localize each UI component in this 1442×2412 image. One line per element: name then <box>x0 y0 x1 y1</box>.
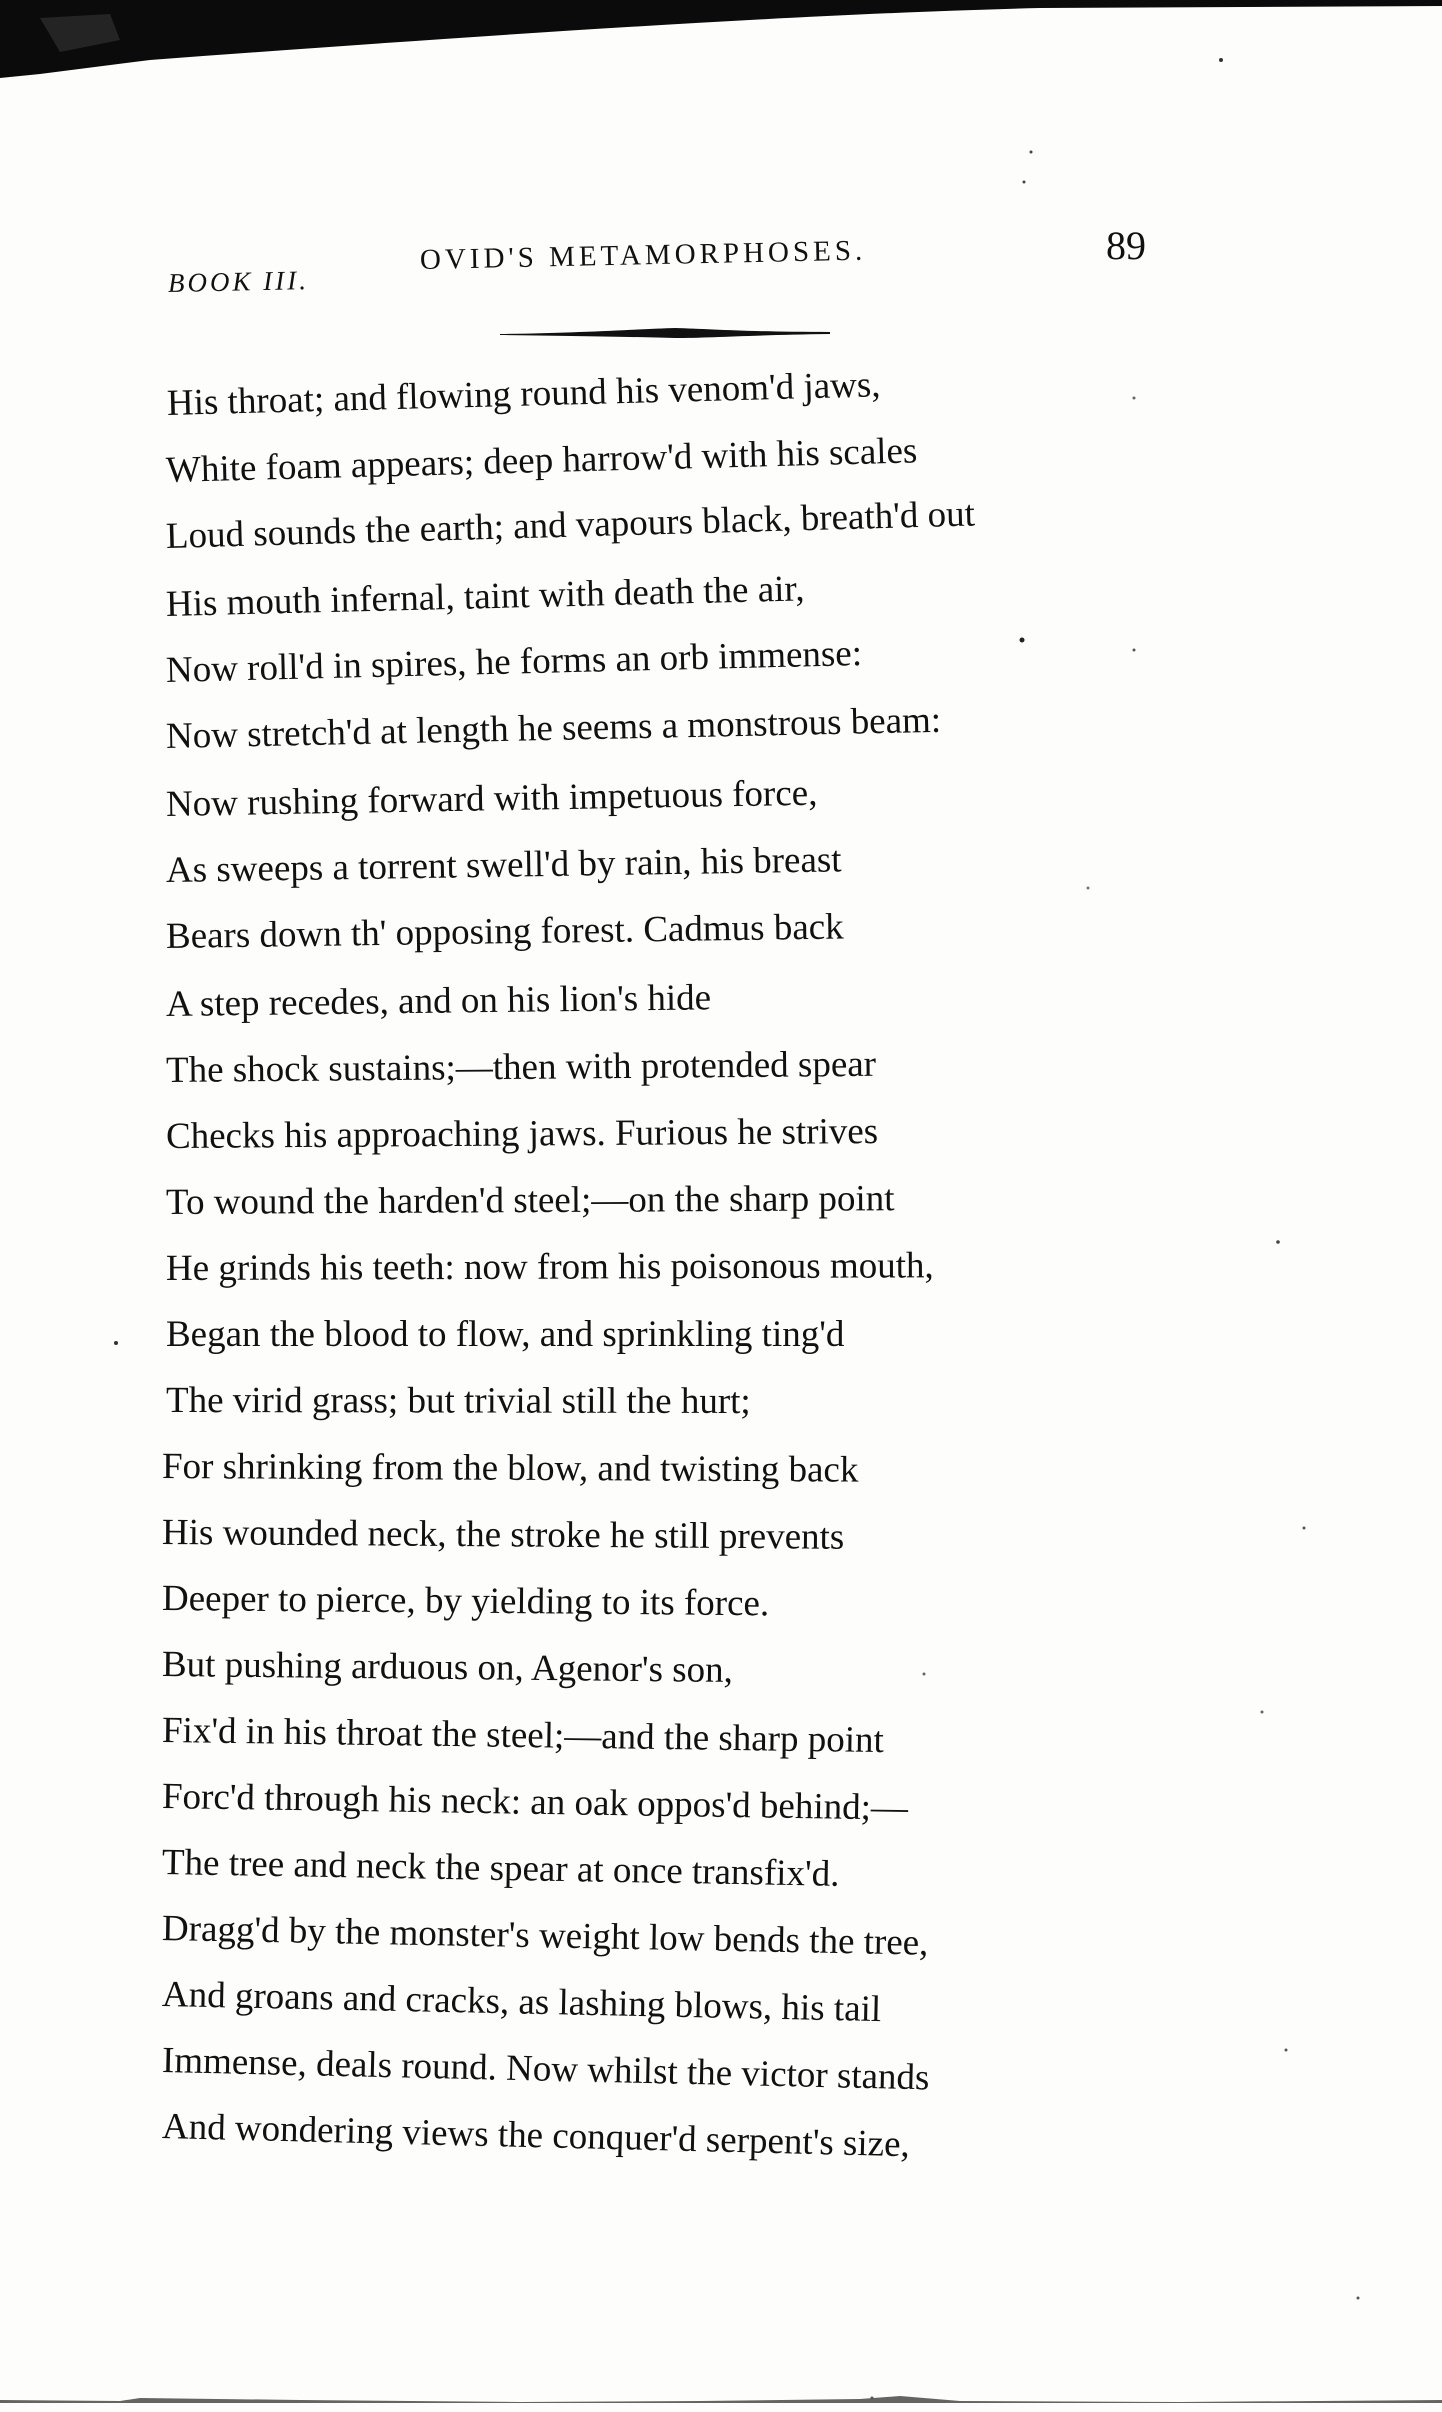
verse-line: Dragg'd by the monster's weight low bends the tree, <box>161 1908 929 1964</box>
verse-line: Loud sounds the earth; and vapours black, breath'd out <box>165 493 976 557</box>
verse-line: Now rushing forward with impetuous force, <box>165 772 818 825</box>
running-title: OVID'S METAMORPHOSES. <box>419 234 867 276</box>
verse-line: But pushing arduous on, Agenor's son, <box>161 1644 734 1691</box>
verse-line: Forc'd through his neck: an oak oppos'd behind;— <box>161 1776 909 1829</box>
verse-line: Now stretch'd at length he seems a monstrous beam: <box>165 699 942 757</box>
verse-line: For shrinking from the blow, and twisting back <box>161 1446 859 1491</box>
verse-line: The virid grass; but trivial still the hurt; <box>165 1380 751 1423</box>
page-number: 89 <box>1106 223 1146 268</box>
verse-line: The shock sustains;—then with protended spear <box>165 1043 877 1091</box>
verse-line: Now roll'd in spires, he forms an orb immense: <box>165 632 863 691</box>
verse-line: He grinds his teeth: now from his poisonous mouth, <box>165 1245 934 1289</box>
verse-line: Checks his approaching jaws. Furious he strives <box>165 1111 879 1157</box>
book-label: BOOK III. <box>167 265 310 298</box>
verse-line: His wounded neck, the stroke he still prevents <box>161 1512 845 1558</box>
verse-line: And groans and cracks, as lashing blows, his tail <box>161 1974 882 2031</box>
verse-line: A step recedes, and on his lion's hide <box>165 977 712 1025</box>
verse-line: Fix'd in his throat the steel;—and the sharp point <box>161 1710 885 1762</box>
verse-line: His throat; and flowing round his venom'd jaws, <box>166 364 881 424</box>
verse-line: To wound the harden'd steel;—on the sharp point <box>165 1178 895 1223</box>
verse-line: As sweeps a torrent swell'd by rain, his breast <box>165 839 842 891</box>
verse-line: The tree and neck the spear at once transfix'd. <box>161 1842 840 1895</box>
verse-line: Immense, deals round. Now whilst the victor stands <box>161 2040 930 2099</box>
verse-line: Bears down th' opposing forest. Cadmus back <box>165 906 844 957</box>
verse-line: White foam appears; deep harrow'd with his scales <box>165 430 918 491</box>
verse-line: Deeper to pierce, by yielding to its force. <box>161 1578 770 1625</box>
verse-line: And wondering views the conquer'd serpent's size, <box>161 2106 911 2166</box>
verse-line: His mouth infernal, taint with death the air, <box>165 568 805 625</box>
verse-line: Began the blood to flow, and sprinkling ting'd <box>166 1314 845 1355</box>
